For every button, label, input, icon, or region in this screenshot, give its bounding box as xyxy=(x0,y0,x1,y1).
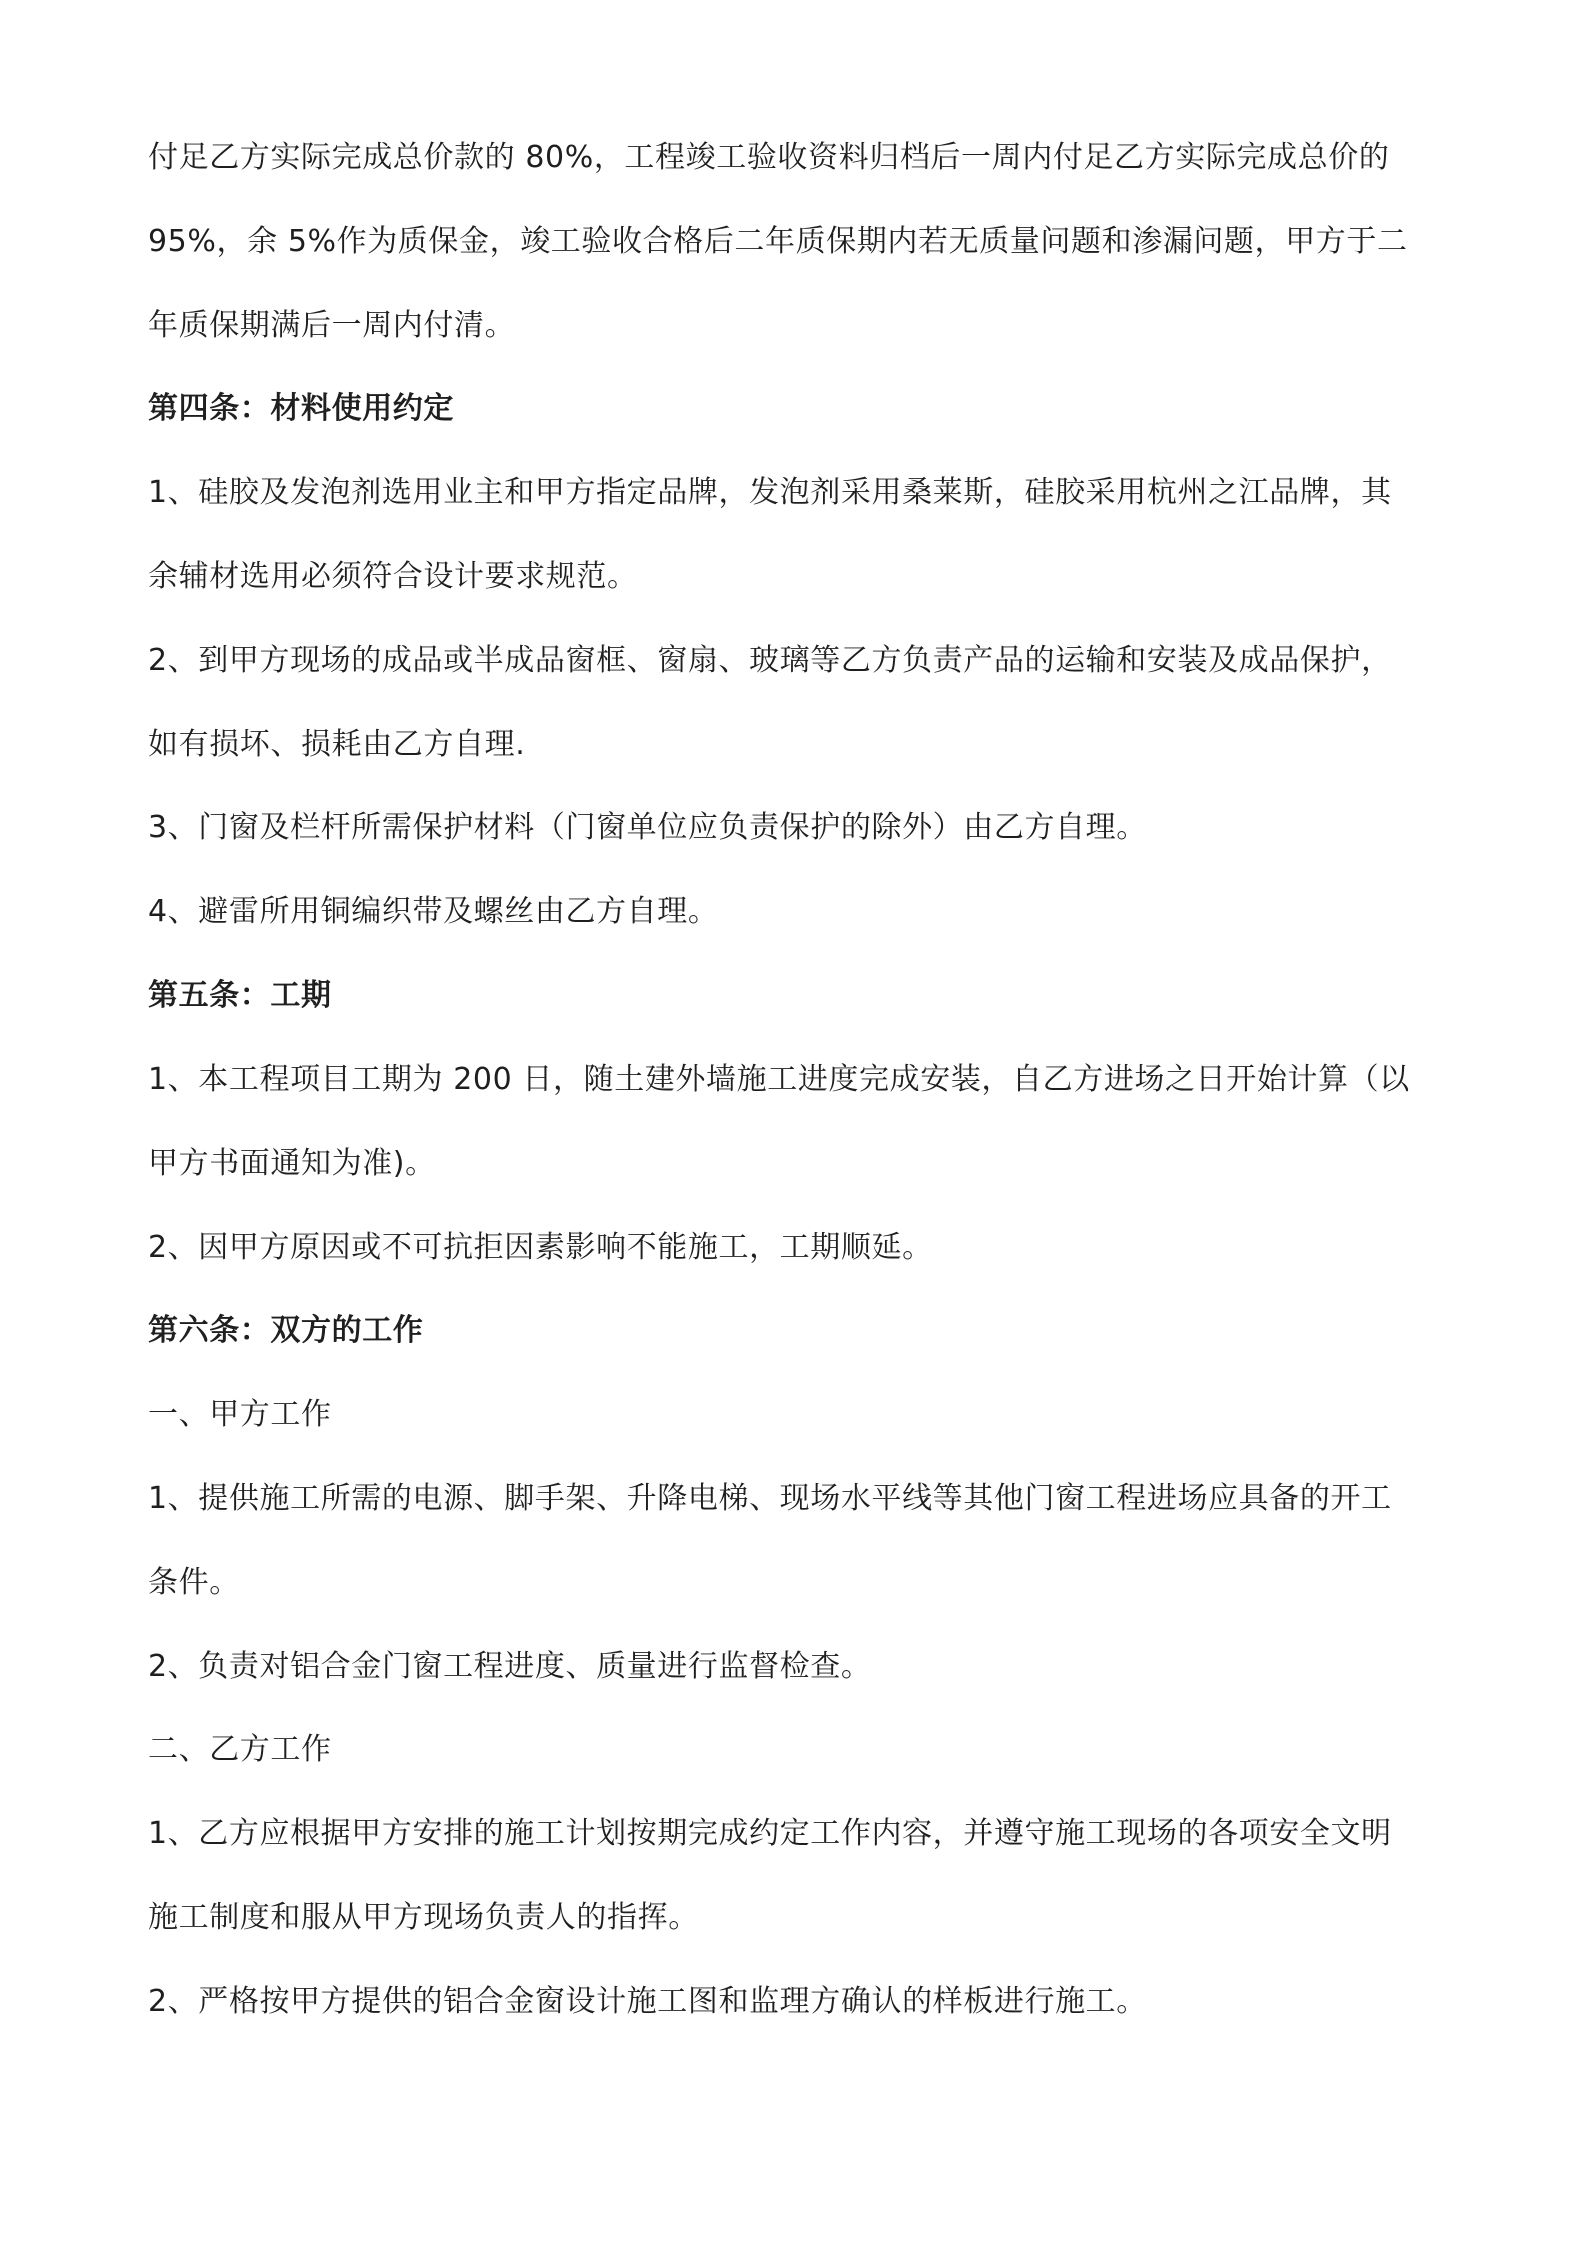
paragraph-line: 甲方书面通知为准)。 xyxy=(148,1146,436,1181)
paragraph-line: 施工制度和服从甲方现场负责人的指挥。 xyxy=(148,1900,699,1935)
section-heading-article-4: 第四条：材料使用约定 xyxy=(148,391,454,426)
paragraph-line: 年质保期满后一周内付清。 xyxy=(148,308,516,343)
paragraph-line: 2、到甲方现场的成品或半成品窗框、窗扇、玻璃等乙方负责产品的运输和安装及成品保护， xyxy=(148,643,1392,678)
section-heading-article-6: 第六条：双方的工作 xyxy=(148,1313,424,1348)
paragraph-line: 1、本工程项目工期为 200 日，随土建外墙施工进度完成安装，自乙方进场之日开始计算（以 xyxy=(148,1062,1410,1097)
subsection-heading-party-a: 一、甲方工作 xyxy=(148,1397,332,1432)
paragraph-line: 2、负责对铝合金门窗工程进度、质量进行监督检查。 xyxy=(148,1649,872,1684)
paragraph-line: 条件。 xyxy=(148,1565,240,1600)
paragraph-line: 付足乙方实际完成总价款的 80%，工程竣工验收资料归档后一周内付足乙方实际完成总价的 xyxy=(148,140,1390,175)
subsection-heading-party-b: 二、乙方工作 xyxy=(148,1732,332,1767)
paragraph-line: 如有损坏、损耗由乙方自理. xyxy=(148,727,526,762)
paragraph-line: 1、乙方应根据甲方安排的施工计划按期完成约定工作内容，并遵守施工现场的各项安全文明 xyxy=(148,1816,1392,1851)
paragraph-line: 余辅材选用必须符合设计要求规范。 xyxy=(148,559,638,594)
paragraph-line: 1、硅胶及发泡剂选用业主和甲方指定品牌，发泡剂采用桑莱斯，硅胶采用杭州之江品牌，其 xyxy=(148,475,1392,510)
paragraph-line: 4、避雷所用铜编织带及螺丝由乙方自理。 xyxy=(148,894,719,929)
paragraph-line: 3、门窗及栏杆所需保护材料（门窗单位应负责保护的除外）由乙方自理。 xyxy=(148,810,1147,845)
paragraph-line: 2、严格按甲方提供的铝合金窗设计施工图和监理方确认的样板进行施工。 xyxy=(148,1984,1147,2019)
paragraph-line: 2、因甲方原因或不可抗拒因素影响不能施工，工期顺延。 xyxy=(148,1230,933,1265)
paragraph-line: 95%，余 5%作为质保金，竣工验收合格后二年质保期内若无质量问题和渗漏问题，甲方于二 xyxy=(148,224,1408,259)
section-heading-article-5: 第五条：工期 xyxy=(148,978,332,1013)
paragraph-line: 1、提供施工所需的电源、脚手架、升降电梯、现场水平线等其他门窗工程进场应具备的开工 xyxy=(148,1481,1392,1516)
